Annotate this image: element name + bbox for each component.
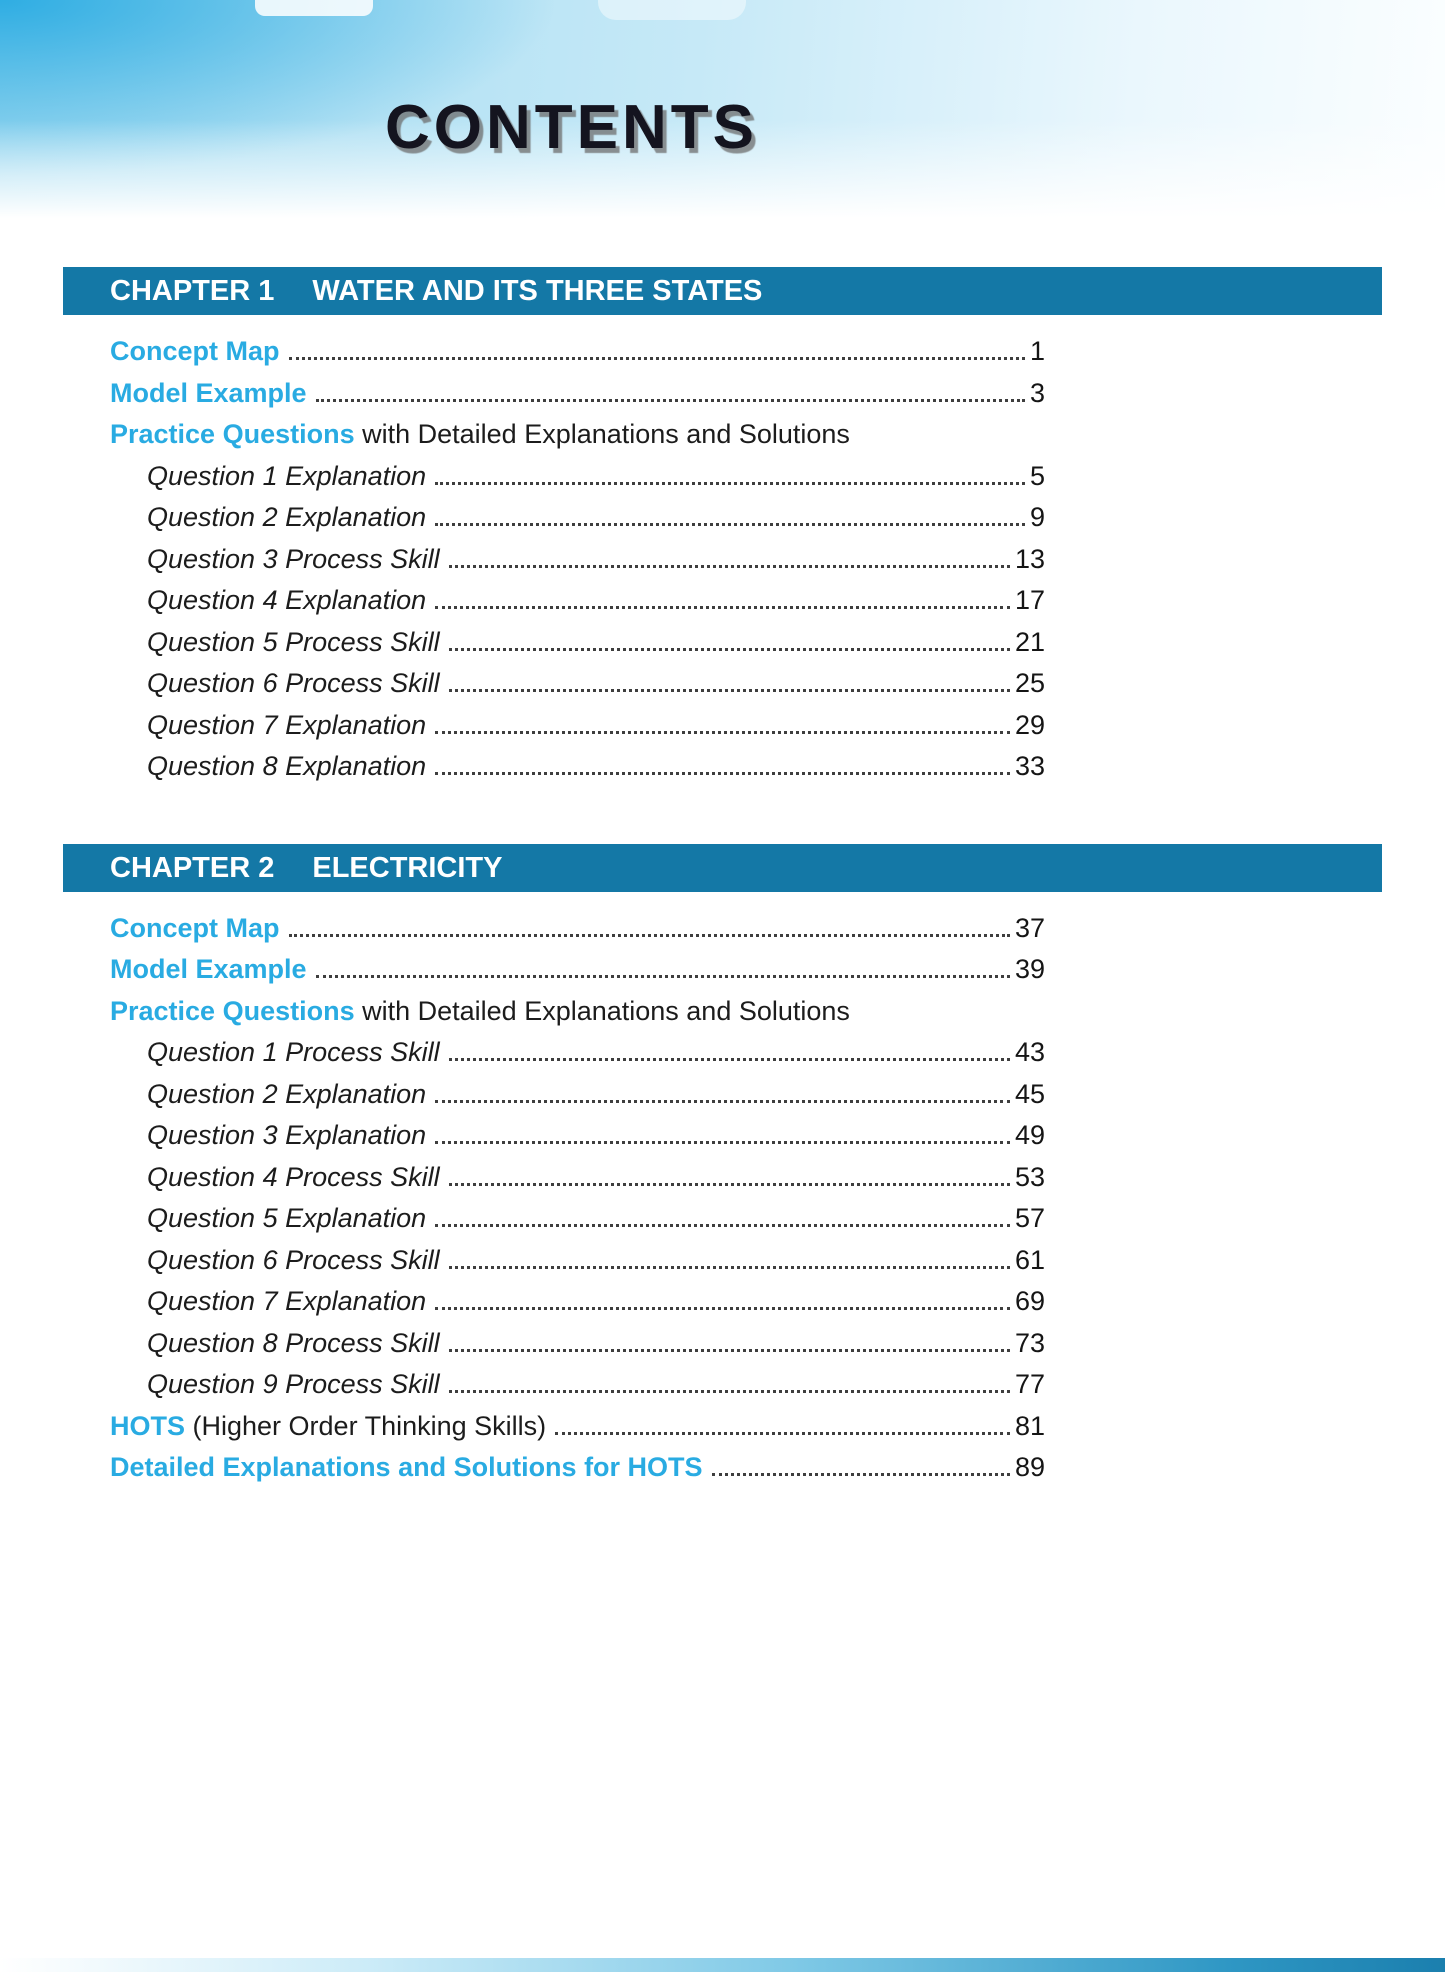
entry-label-suffix: (Higher Order Thinking Skills) [185,1410,547,1441]
entry-label: Question 4 Process Skill [147,1161,440,1192]
dotted-leader [449,648,1010,651]
page-number: 21 [1014,626,1045,657]
entry-label: Question 3 Process Skill [147,543,440,574]
dotted-leader [449,565,1010,568]
toc-entry [110,539,1045,581]
toc-entry [110,991,1045,1033]
entry-label: Question 7 Explanation [147,1286,427,1316]
toc-entry [110,1364,1045,1406]
entry-label: Question 3 Explanation [147,1120,427,1150]
dotted-leader [449,1058,1010,1061]
toc-entry [110,705,1045,747]
chapter-label: CHAPTER 1 [110,275,275,307]
page-number: 77 [1014,1369,1045,1399]
toc-entry [110,497,1045,539]
dotted-leader [435,482,1025,485]
toc-entry [110,456,1045,498]
entry-label: Concept Map [110,912,280,943]
toc-entry [110,414,1045,456]
dotted-leader [435,523,1025,526]
chapter-label: CHAPTER 2 [110,851,275,884]
dotted-leader [555,1432,1010,1435]
decorative-shape [255,0,373,16]
entry-label: Question 6 Process Skill [147,1244,440,1275]
toc-entry [110,1032,1045,1074]
page-number: 89 [1014,1452,1045,1482]
toc-entry [110,622,1045,664]
chapter-section [63,267,1382,788]
dotted-leader [435,731,1010,734]
page-number: 61 [1014,1244,1045,1275]
page-number: 53 [1014,1161,1045,1192]
toc-entry [110,746,1045,788]
decorative-shape [598,0,746,20]
entry-label: Question 2 Explanation [147,502,427,532]
entry-label: Question 9 Process Skill [147,1369,440,1399]
toc-entry [110,1115,1045,1157]
footer-bar [0,1958,1445,1972]
table-of-contents [63,267,1382,1489]
toc-entry [110,1074,1045,1116]
page-number: 17 [1014,585,1045,615]
page-number: 25 [1014,668,1045,698]
chapter-header-bar [63,844,1382,892]
entry-label: Concept Map [110,336,280,366]
chapter-title: ELECTRICITY [312,851,503,884]
dotted-leader [435,772,1010,775]
chapter-header-bar [63,267,1382,315]
entry-label: Practice Questions [110,995,355,1026]
page-number: 37 [1014,912,1045,943]
toc-entry [110,373,1045,415]
page-number: 5 [1029,460,1045,491]
entry-label: Question 8 Explanation [147,751,427,781]
entry-label: Question 5 Explanation [147,1203,427,1233]
toc-entry [110,1447,1045,1489]
entry-label: Question 1 Explanation [147,460,427,491]
toc-entry [110,949,1045,991]
dotted-leader [316,399,1025,402]
page-number: 43 [1014,1037,1045,1067]
page-number: 73 [1014,1327,1045,1358]
chapter-entries [110,892,1045,1489]
chapter-entries [110,315,1045,788]
entry-label: Question 8 Process Skill [147,1327,440,1358]
toc-entry [110,1240,1045,1282]
dotted-leader [289,357,1025,360]
toc-entry [110,663,1045,705]
dotted-leader [435,1224,1010,1227]
page-number: 1 [1029,336,1045,366]
page-number: 33 [1014,751,1045,781]
dotted-leader [316,975,1010,978]
page-title: CONTENTS [385,93,758,162]
page-number: 45 [1014,1078,1045,1109]
dotted-leader [435,1141,1010,1144]
entry-label: Question 2 Explanation [147,1078,427,1109]
dotted-leader [449,1266,1010,1269]
entry-label-suffix: with Detailed Explanations and Solutions [354,995,850,1026]
toc-entry [110,580,1045,622]
dotted-leader [289,934,1010,937]
entry-label: HOTS [110,1410,186,1441]
toc-entry [110,1323,1045,1365]
entry-label: Model Example [110,954,307,984]
entry-label: Question 6 Process Skill [147,668,440,698]
entry-label: Question 5 Process Skill [147,626,440,657]
dotted-leader [449,1390,1010,1393]
chapter-title: WATER AND ITS THREE STATES [312,275,763,307]
page-number: 29 [1014,709,1045,740]
entry-label: Question 7 Explanation [147,709,427,740]
entry-label: Question 1 Process Skill [147,1037,440,1067]
page-number: 9 [1029,502,1045,532]
page-number: 13 [1014,543,1045,574]
dotted-leader [449,1183,1010,1186]
toc-entry [110,331,1045,373]
dotted-leader [435,606,1010,609]
dotted-leader [449,689,1010,692]
entry-label: Detailed Explanations and Solutions for HOTS [110,1452,703,1482]
toc-entry [110,1198,1045,1240]
dotted-leader [712,1473,1010,1476]
entry-label: Model Example [110,377,307,408]
entry-label-suffix: with Detailed Explanations and Solutions [354,419,850,449]
page-number: 39 [1014,954,1045,984]
dotted-leader [435,1307,1010,1310]
toc-entry [110,1406,1045,1448]
page-number: 69 [1014,1286,1045,1316]
page-number: 81 [1014,1410,1045,1441]
dotted-leader [449,1349,1010,1352]
chapter-section [63,844,1382,1489]
entry-label: Question 4 Explanation [147,585,427,615]
page-number: 57 [1014,1203,1045,1233]
toc-entry [110,1157,1045,1199]
page-number: 3 [1029,377,1045,408]
dotted-leader [435,1100,1010,1103]
toc-entry [110,908,1045,950]
entry-label: Practice Questions [110,419,355,449]
toc-entry [110,1281,1045,1323]
page-header [0,0,1445,218]
page-number: 49 [1014,1120,1045,1150]
